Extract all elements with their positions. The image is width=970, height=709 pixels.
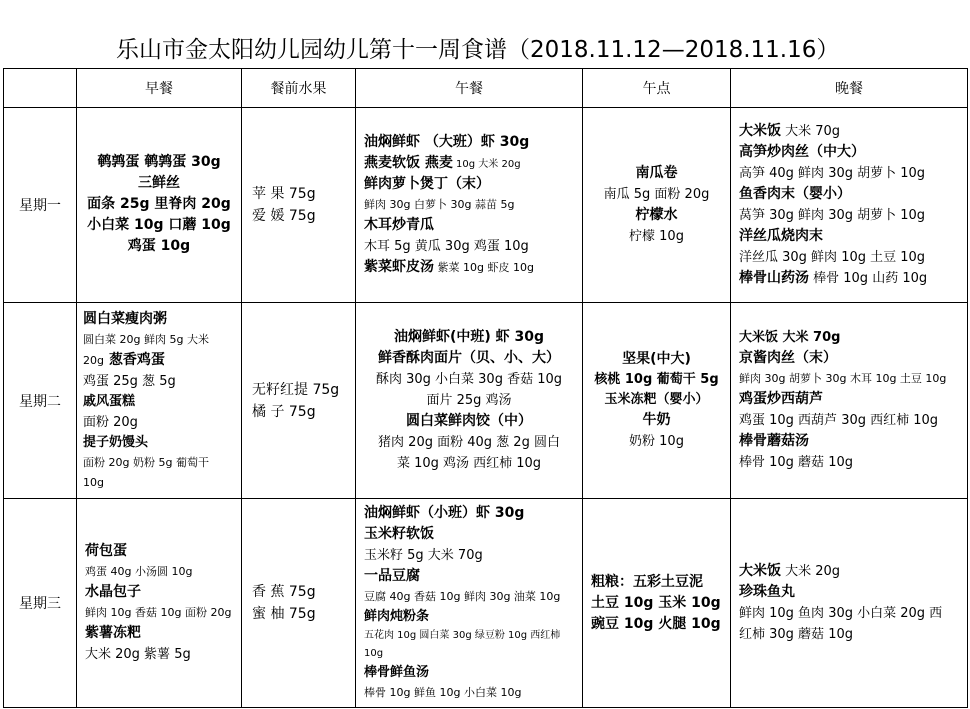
dish-line: 大米饭 (739, 122, 781, 139)
dish-line: 油焖鲜虾(中班) 虾 30g (393, 329, 545, 345)
header-breakfast: 早餐 (77, 69, 242, 108)
cell-tue-lunch (356, 302, 583, 499)
ingredient-line: 10g 大米 20g (452, 158, 521, 170)
dish-line: 提子奶馒头 (83, 434, 149, 450)
cell-mon-dinner (731, 108, 968, 303)
dish-line: 小白菜 10g 口蘑 10g (87, 217, 231, 234)
ingredient-line: 豌豆 10g 火腿 10g (591, 615, 721, 632)
ingredient-line: 奶粉 10g (629, 434, 684, 449)
dish-line: 大米饭 大米 70g (739, 330, 841, 345)
dish-line: 紫薯冻粑 (85, 625, 141, 642)
ingredient-line: 大米 20g 紫薯 5g (85, 647, 191, 663)
fruit-item: 蜜 柚 75g (252, 606, 316, 623)
dish-line: 玉米籽软饭 (364, 526, 434, 543)
dish-line: 棒骨山药汤 (739, 269, 809, 286)
day-label-wednesday: 星期三 (4, 499, 77, 708)
dish-line: 木耳炒青瓜 (364, 216, 434, 233)
cell-wed-dinner (731, 499, 968, 708)
cell-tue-fruit (242, 302, 356, 499)
dish-line: 牛奶 (642, 412, 671, 428)
cell-tue-snack (583, 302, 731, 499)
ingredient-line: 土豆 10g 玉米 10g (591, 594, 721, 611)
dish-line: 玉米冻粑（婴小） (604, 392, 709, 407)
cell-tue-breakfast (77, 302, 242, 499)
ingredient-line: 菜 10g 鸡汤 西红柿 10g (396, 456, 542, 471)
dish-line: 鲜肉炖粉条 (364, 609, 430, 625)
dish-line: 棒骨蘑菇汤 (739, 433, 809, 449)
ingredient-line: 棒骨 10g 蘑菇 10g (739, 455, 853, 470)
ingredient-line: 红柿 30g 蘑菇 10g (739, 627, 853, 643)
ingredient-line: 鸡蛋 40g 小汤圆 10g (85, 565, 193, 579)
dish-line: 葱香鸡蛋 (103, 351, 165, 368)
ingredient-line: 洋丝瓜 30g 鲜肉 10g 土豆 10g (739, 249, 926, 265)
menu-table (3, 68, 968, 708)
ingredient-line: 棒骨 10g 鲜鱼 10g 小白菜 10g (364, 686, 522, 700)
fruit-item: 橘 子 75g (252, 403, 316, 420)
dish-line: 紫菜虾皮汤 (364, 258, 434, 275)
day-label-tuesday: 星期二 (4, 302, 77, 499)
dish-line: 油焖鲜虾 （大班）虾 30g (364, 133, 530, 150)
cell-mon-snack (583, 108, 731, 303)
ingredient-line: 鲜肉 10g 鱼肉 30g 小白菜 20g 西 (739, 606, 943, 622)
dish-line: 面条 25g 里脊肉 20g (87, 196, 231, 213)
ingredient-line: 木耳 5g 黄瓜 30g 鸡蛋 10g (364, 238, 529, 254)
fruit-item: 爱 媛 75g (252, 207, 316, 224)
dish-line: 鸡蛋炒西葫芦 (739, 391, 823, 407)
ingredient-line: 大米 20g (781, 564, 841, 580)
ingredient-line: 鸡蛋 10g 西葫芦 30g 西红柿 10g (739, 413, 939, 428)
header-lunch: 午餐 (356, 69, 583, 108)
ingredient-line: 面粉 20g (83, 414, 138, 430)
dish-line: 南瓜卷 (635, 164, 678, 181)
cell-wed-fruit (242, 499, 356, 708)
header-dinner: 晚餐 (731, 69, 968, 108)
ingredient-line: 玉米籽 5g 大米 70g (364, 548, 483, 564)
dish-line: 鸡蛋 10g (127, 238, 191, 255)
page-title: 乐山市金太阳幼儿园幼儿第十一周食谱（2018.11.12—2018.11.16） (116, 37, 840, 63)
header-fruit: 餐前水果 (242, 69, 356, 108)
row-monday (4, 108, 968, 303)
ingredient-line: 柠檬 10g (629, 228, 684, 244)
dish-line: 鹌鹑蛋 鹌鹑蛋 30g (97, 154, 221, 171)
ingredient-line: 五花肉 10g 圆白菜 30g 绿豆粉 10g 西红柿 10g (364, 630, 561, 660)
dish-line: 京酱肉丝（末） (739, 350, 837, 366)
cell-tue-dinner (731, 302, 968, 499)
day-label-monday: 星期一 (4, 108, 77, 303)
dish-line: 鱼香肉末（婴小） (739, 185, 851, 202)
row-wednesday (4, 499, 968, 708)
dish-line: 燕麦软饭 燕麦 (364, 154, 453, 171)
ingredient-line: 10g (83, 475, 104, 489)
dish-line: 粗粮：五彩土豆泥 (591, 573, 703, 590)
cell-wed-snack (583, 499, 731, 708)
dish-line: 洋丝瓜烧肉末 (739, 227, 823, 244)
dish-line: 油焖鲜虾（小班）虾 30g (364, 505, 525, 522)
ingredient-line: 南瓜 5g 面粉 20g (603, 186, 710, 202)
dish-line: 戚风蛋糕 (83, 393, 136, 409)
ingredient-line: 高笋 40g 鲜肉 30g 胡萝卜 10g (739, 165, 926, 181)
ingredient-line: 莴笋 30g 鲜肉 30g 胡萝卜 10g (739, 207, 926, 223)
cell-mon-lunch (356, 108, 583, 303)
dish-line: 鲜香酥肉面片（贝、小、大） (378, 350, 560, 366)
ingredient-line: 鲜肉 10g 香菇 10g 面粉 20g (85, 606, 232, 620)
fruit-item: 苹 果 75g (252, 185, 316, 202)
dish-line: 水晶包子 (85, 584, 141, 601)
ingredient-line: 棒骨 10g 山药 10g (809, 270, 928, 286)
cell-mon-breakfast (77, 108, 242, 303)
ingredient-line: 酥肉 30g 小白菜 30g 香菇 10g (375, 372, 563, 387)
dish-line: 坚果(中大) (622, 351, 691, 367)
ingredient-line: 面粉 20g 奶粉 5g 葡萄干 (83, 455, 209, 469)
fruit-item: 无籽红提 75g (252, 381, 340, 398)
ingredient-line: 豆腐 40g 香菇 10g 鲜肉 30g 油菜 10g (364, 590, 561, 604)
dish-line: 大米饭 (739, 563, 781, 580)
dish-line: 珍珠鱼丸 (739, 584, 795, 601)
header-snack: 午点 (583, 69, 731, 108)
dish-line: 鲜肉萝卜煲丁（末） (364, 175, 490, 192)
dish-line: 荷包蛋 (85, 543, 127, 560)
ingredient-line: 鲜肉 30g 白萝卜 30g 蒜苗 5g (364, 197, 515, 211)
dish-line: 三鲜丝 (138, 175, 180, 192)
dish-line: 一品豆腐 (364, 568, 420, 585)
fruit-item: 香 蕉 75g (252, 584, 316, 601)
ingredient-line: 面片 25g 鸡汤 (426, 393, 512, 408)
ingredient-line: 大米 70g (781, 123, 841, 139)
ingredient-line: 圆白菜 20g 鲜肉 5g 大米 (83, 332, 209, 346)
dish-line: 圆白菜鲜肉饺（中） (406, 413, 532, 429)
ingredient-line: 核桃 10g 葡萄干 5g (594, 372, 719, 387)
ingredient-line: 鸡蛋 25g 葱 5g (83, 373, 176, 389)
header-corner (4, 69, 77, 108)
header-row (4, 69, 968, 108)
dish-line: 高笋炒肉丝（中大） (739, 143, 865, 160)
cell-wed-breakfast (77, 499, 242, 708)
dish-line: 圆白菜瘦肉粥 (83, 310, 167, 327)
ingredient-line: 鲜肉 30g 胡萝卜 30g 木耳 10g 土豆 10g (739, 372, 947, 385)
cell-wed-lunch (356, 499, 583, 708)
dish-line: 棒骨鲜鱼汤 (364, 665, 430, 681)
dish-line: 柠檬水 (635, 206, 678, 223)
row-tuesday (4, 302, 968, 499)
ingredient-line: 猪肉 20g 面粉 40g 葱 2g 圆白 (378, 435, 560, 450)
ingredient-line: 紫菜 10g 虾皮 10g (434, 260, 534, 274)
cell-mon-fruit (242, 108, 356, 303)
ingredient-line: 20g (83, 353, 104, 367)
